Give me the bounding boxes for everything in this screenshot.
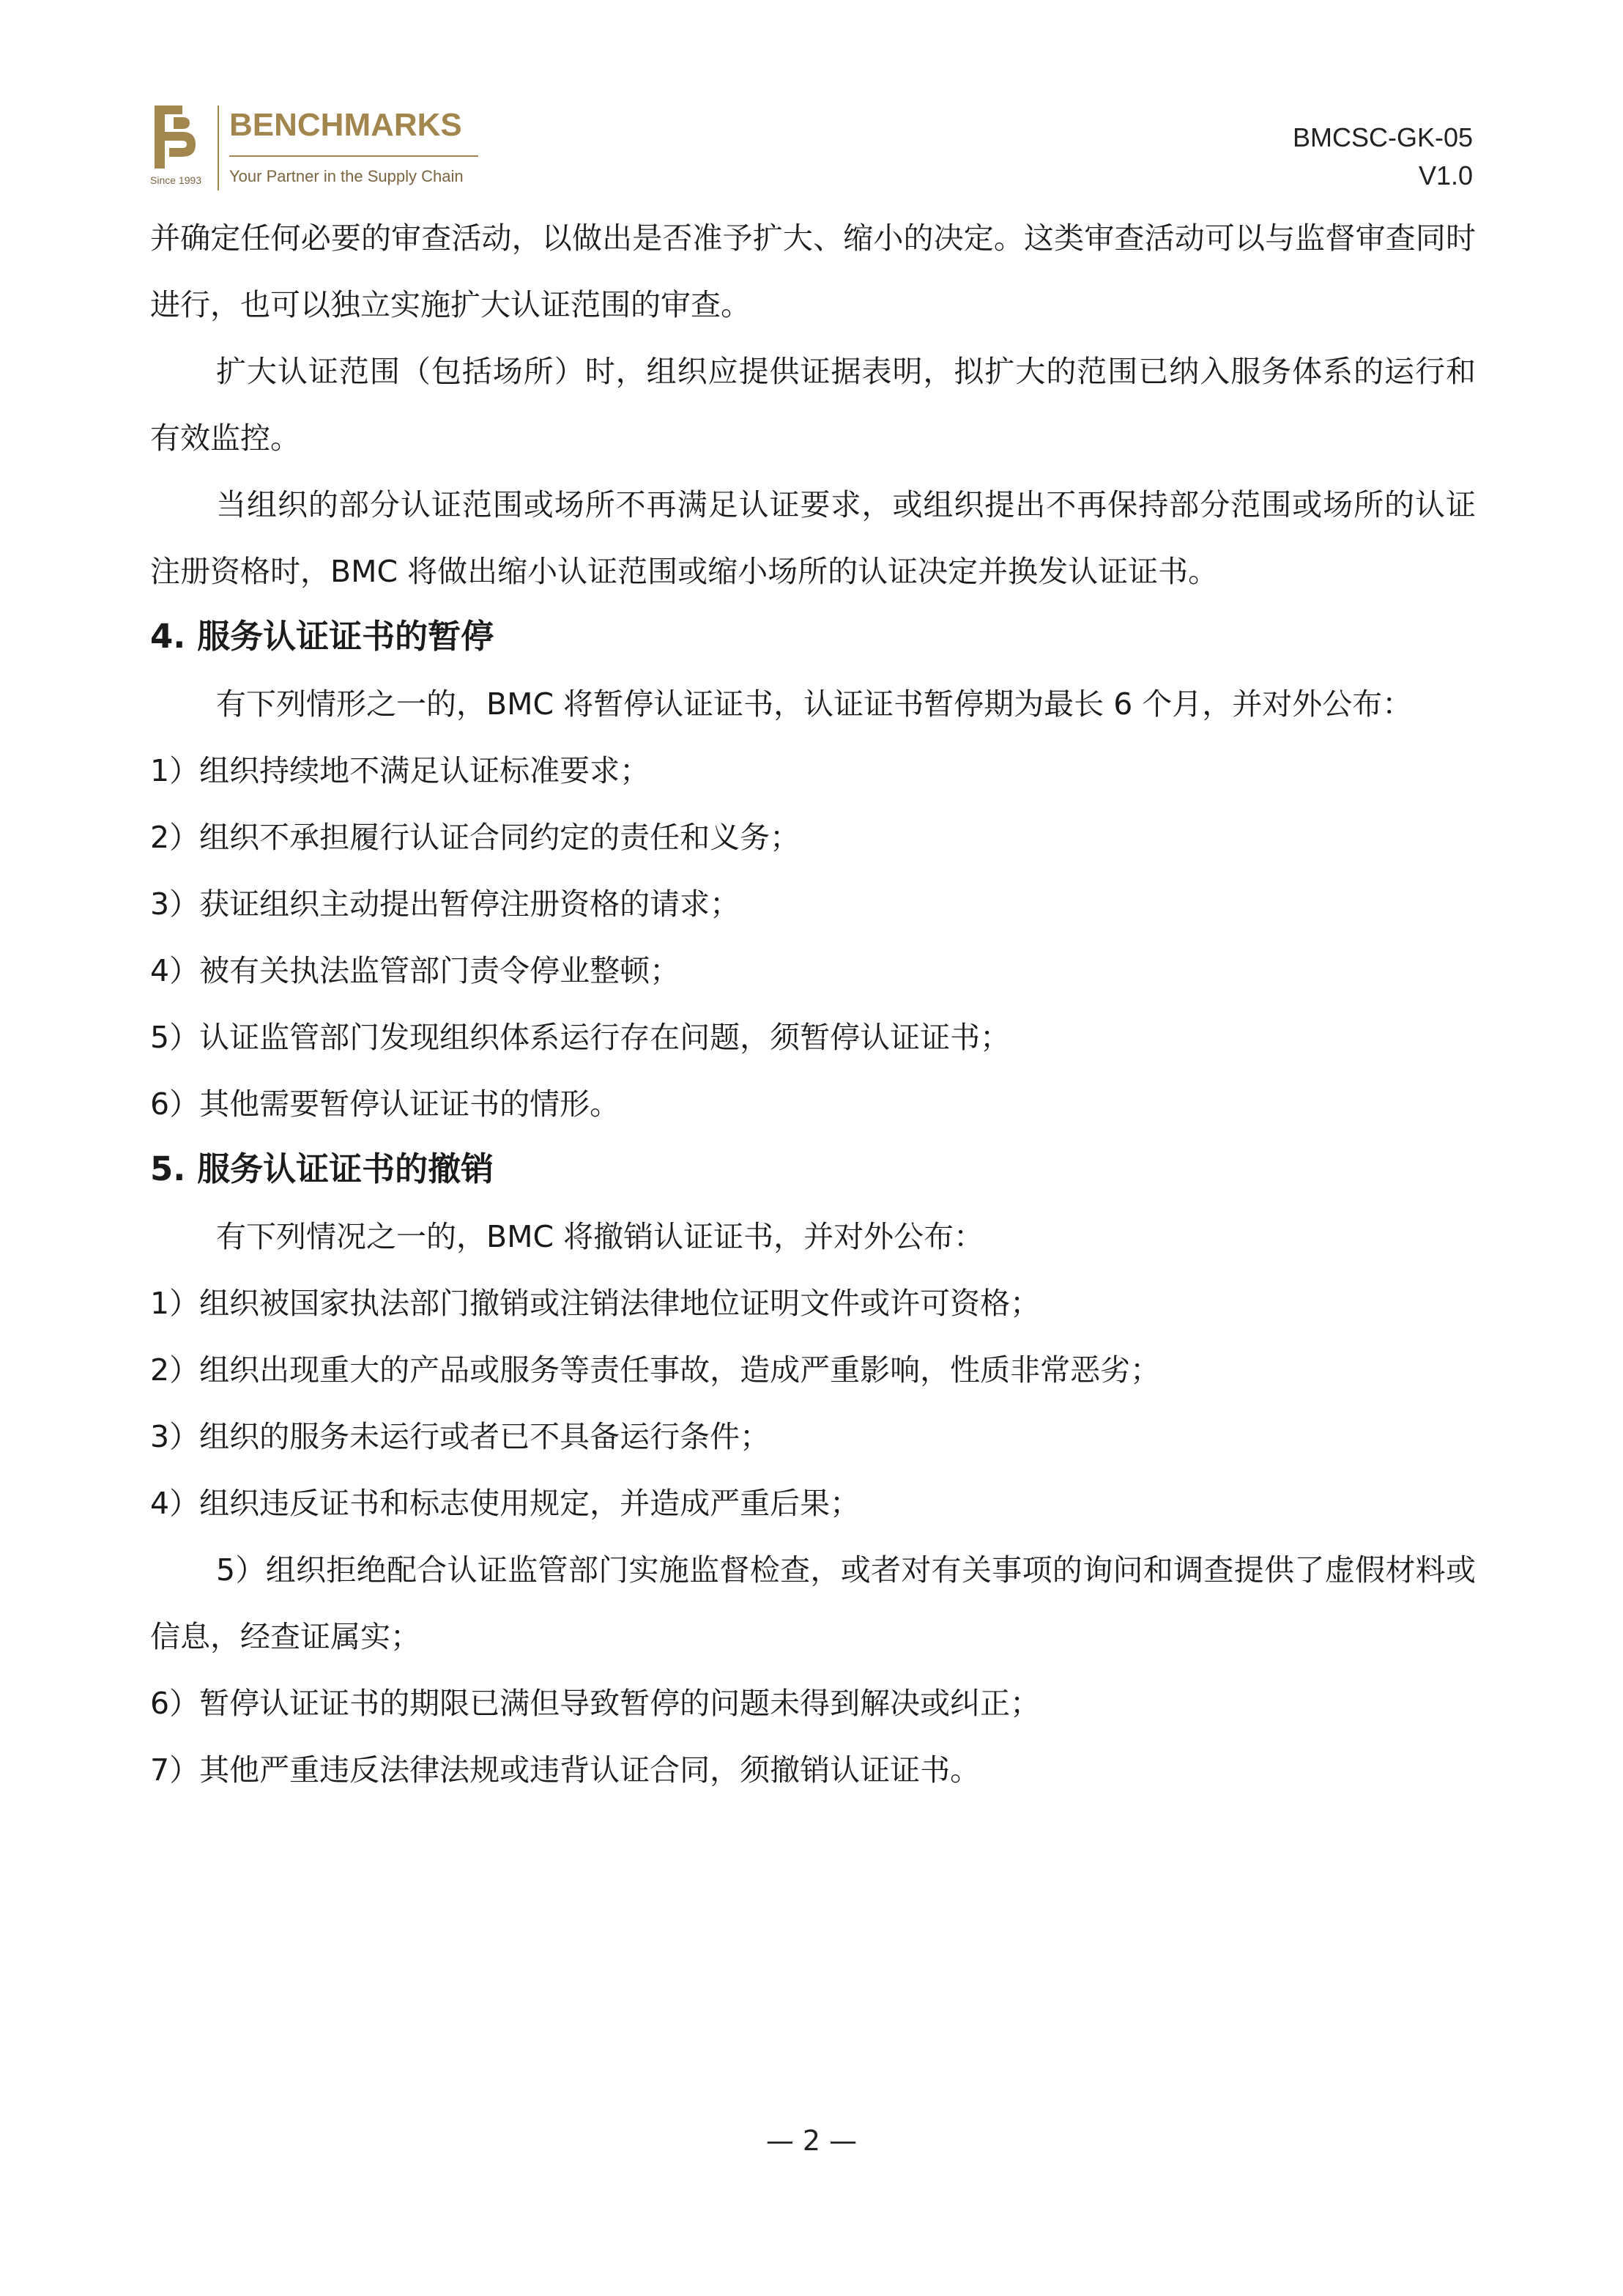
list-item: 4）组织违反证书和标志使用规定，并造成严重后果； xyxy=(150,1486,861,1521)
brand-since: Since 1993 xyxy=(150,174,202,186)
section-intro-suspension: 有下列情形之一的，BMC 将暂停认证证书，认证证书暂停期为最长 6 个月，并对外公布： xyxy=(216,686,1413,722)
list-item: 4）被有关执法监管部门责令停业整顿； xyxy=(150,953,680,988)
list-item: 1）组织持续地不满足认证标准要求； xyxy=(150,753,650,788)
section-intro-withdrawal: 有下列情况之一的，BMC 将撤销认证证书，并对外公布： xyxy=(216,1219,984,1254)
document-body xyxy=(150,205,1476,1804)
list-item: 7）其他严重违反法律法规或违背认证合同，须撤销认证证书。 xyxy=(150,1752,981,1788)
brand-underline xyxy=(229,155,478,157)
list-item: 3）获证组织主动提出暂停注册资格的请求； xyxy=(150,886,740,922)
document-version: V1.0 xyxy=(1418,160,1473,190)
document-code-block xyxy=(1293,119,1473,195)
page-header xyxy=(0,0,1623,198)
list-item: 2）组织出现重大的产品或服务等责任事故，造成严重影响，性质非常恶劣； xyxy=(150,1352,1161,1388)
section-heading-withdrawal: 5. 服务认证证书的撤销 xyxy=(150,1149,494,1188)
list-item: 3）组织的服务未运行或者已不具备运行条件； xyxy=(150,1419,770,1454)
document-code: BMCSC-GK-05 xyxy=(1292,122,1473,152)
paragraph-scope-reduction: 当组织的部分认证范围或场所不再满足认证要求，或组织提出不再保持部分范围或场所的认证注册资格时，BMC 将做出缩小认证范围或缩小场所的认证决定并换发认证证书。 xyxy=(150,487,1476,589)
logo-divider xyxy=(218,105,219,190)
list-item: 2）组织不承担履行认证合同约定的责任和义务； xyxy=(150,820,801,855)
list-item: 5）组织拒绝配合认证监管部门实施监督检查，或者对有关事项的询问和调查提供了虚假材料或信息，经查证属实； xyxy=(150,1552,1476,1654)
list-item: 6）其他需要暂停认证证书的情形。 xyxy=(150,1086,620,1122)
page-number: — 2 — xyxy=(765,2125,858,2157)
list-item: 5）认证监管部门发现组织体系运行存在问题，须暂停认证证书； xyxy=(150,1020,1011,1055)
brand-tagline: Your Partner in the Supply Chain xyxy=(229,167,464,185)
benchmarks-logo-icon xyxy=(150,103,201,176)
list-item: 6）暂停认证证书的期限已满但导致暂停的问题未得到解决或纠正； xyxy=(150,1686,1041,1721)
brand-name: BENCHMARKS xyxy=(229,107,462,143)
list-item: 1）组织被国家执法部门撤销或注销法律地位证明文件或许可资格； xyxy=(150,1286,1041,1321)
paragraph-scope-extension: 扩大认证范围（包括场所）时，组织应提供证据表明，拟扩大的范围已纳入服务体系的运行和有效监控。 xyxy=(150,354,1476,456)
paragraph-continuation: 并确定任何必要的审查活动，以做出是否准予扩大、缩小的决定。这类审查活动可以与监督审查同时进行，也可以独立实施扩大认证范围的审查。 xyxy=(150,221,1476,322)
benchmarks-logo xyxy=(150,103,480,194)
section-heading-suspension: 4. 服务认证证书的暂停 xyxy=(150,617,494,656)
